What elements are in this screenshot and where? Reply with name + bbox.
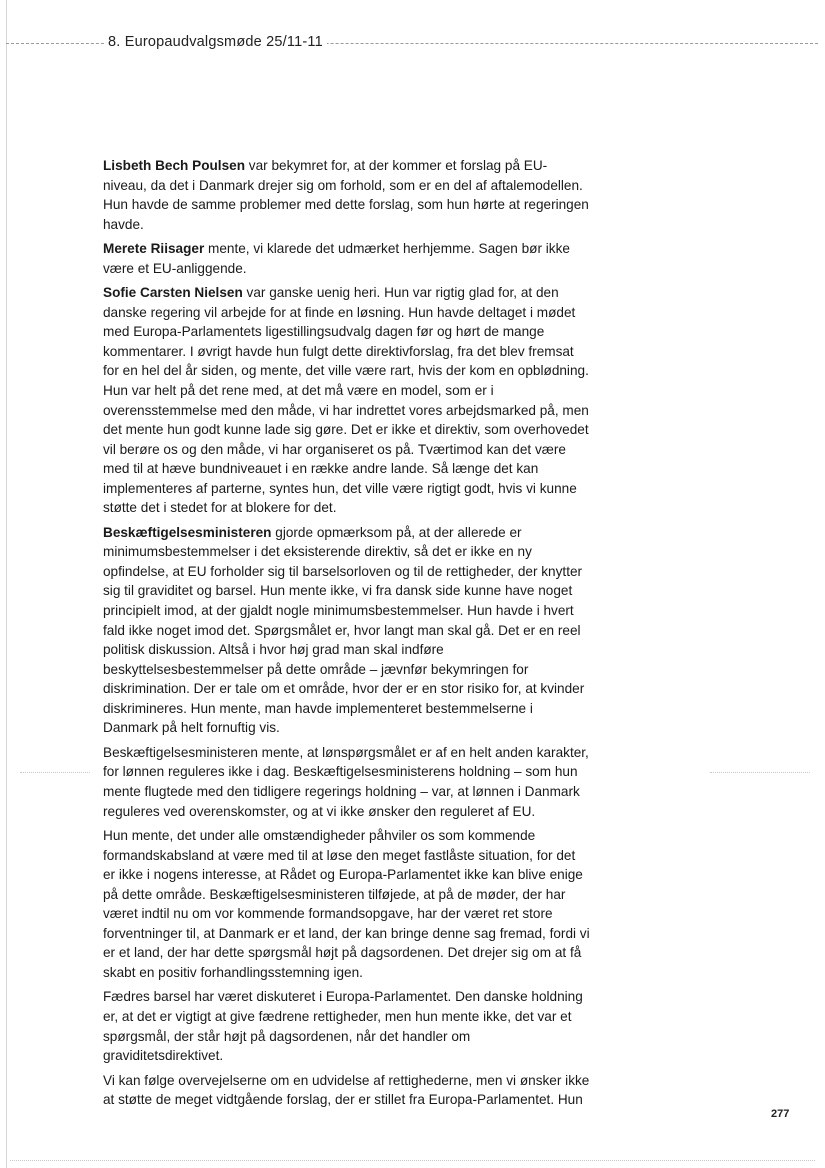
- scan-artifact: [10, 1160, 815, 1161]
- document-body: [103, 156, 591, 1115]
- speaker-name: Sofie Carsten Nielsen: [103, 285, 243, 301]
- paragraph-text: var ganske uenig heri. Hun var rigtig glad for, at den danske regering vil arbejde for at finde en løsning. Hun havde deltaget i mødet med Europa-Parlamentets ligestillingsudvalg dagen før og hørt de mange kommentarer. I øvrigt havde hun fulgt dette direktivforslag, fra det blev fremsat for en hel del år siden, og mente, det ville være rart, hvis der kom en opblødning. Hun var helt på det rene med, at det må være en model, som er i overensstemmelse med den måde, vi har indrettet vores arbejdsmarked på, men det mente hun godt kunne lade sig gøre. Det er ikke et direktiv, som overhovedet vil berøre os og den måde, vi har organiseret os på. Tværtimod kan det være med til at hæve bundniveauet i en række andre lande. Så længe det kan implementeres af parterne, syntes hun, det ville være rigtigt godt, hvis vi kunne støtte det i stedet for at blokere for det.: [103, 285, 589, 516]
- page-left-edge: [6, 0, 7, 1168]
- scan-artifact: [20, 772, 90, 773]
- paragraph-text: Beskæftigelsesministeren mente, at lønspørgsmålet er af en helt anden karakter, for lønnen reguleres ikke i dag. Beskæftigelsesministerens holdning – som hun mente flugtede med den tidligere regerings holdning – var, at lønnen i Danmark reguleres ved overenskomster, og at vi ikke ønsker den reguleret af EU.: [103, 744, 589, 819]
- paragraph-text: mente, vi klarede det udmærket herhjemme. Sagen bør ikke være et EU-anliggende.: [103, 241, 570, 276]
- paragraph: [103, 239, 591, 278]
- paragraph: [103, 743, 591, 821]
- paragraph-text: gjorde opmærksom på, at der allerede er minimumsbestemmelser i det eksisterende direktiv, så det er ikke en ny opfindelse, at EU forholder sig til barselsorloven og til de rettigheder, der knytter sig til graviditet og barsel. Hun mente ikke, vi fra dansk side kunne have noget principielt imod, at der gjaldt nogle minimumsbestemmelser. Hun havde i hvert fald ikke noget imod det. Spørgsmålet er, hvor langt man skal gå. Det er en reel politisk diskussion. Altså i hvor høj grad man skal indføre beskyttelsesbestemmelser på dette område – jævnfør bekymringen for diskrimination. Der er tale om et område, hvor der er en stor risiko for, at kvinder diskrimineres. Hun mente, man havde implementeret bestemmelserne i Danmark på helt fornuftig vis.: [103, 524, 585, 736]
- paragraph: [103, 826, 591, 982]
- page-number: 277: [771, 1108, 790, 1120]
- paragraph: [103, 1071, 591, 1110]
- paragraph: [103, 156, 591, 234]
- paragraph-text: Vi kan følge overvejelserne om en udvidelse af rettighederne, men vi ønsker ikke at støtte de meget vidtgående forslag, der er stillet fra Europa-Parlamentet. Hun: [103, 1072, 590, 1108]
- speaker-name: Lisbeth Bech Poulsen: [103, 158, 246, 173]
- paragraph: [103, 283, 591, 518]
- paragraph: [103, 523, 591, 738]
- speaker-name: Merete Riisager: [103, 241, 205, 257]
- running-header: 8. Europaudvalgsmøde 25/11-11: [104, 34, 327, 50]
- paragraph-text: Fædres barsel har været diskuteret i Europa-Parlamentet. Den danske holdning er, at det er vigtigt at give fædrene rettigheder, men hun mente ikke, det var et spørgsmål, der står højt på dagsordenen, når det handler om graviditetsdirektivet.: [103, 989, 583, 1064]
- speaker-name: Beskæftigelsesministeren: [103, 524, 272, 540]
- scan-artifact: [710, 772, 810, 773]
- paragraph: [103, 987, 591, 1065]
- paragraph-text: Hun mente, det under alle omstændigheder påhviler os som kommende formandskabsland at være med til at løse den meget fastlåste situation, for det er ikke i nogens interesse, at Rådet og Europa-Parlamentet ikke kan blive enige på dette område. Beskæftigelsesministeren tilføjede, at på de møder, der har været indtil nu om vor kommende formandsopgave, har der været ret store forventninger til, at Danmark er et land, der kan bringe denne sag fremad, fordi vi er et land, der har dette spørgsmål højt på dagsordenen. Det drejer sig om at få skabt en positiv forhandlingsstemning igen.: [103, 828, 590, 980]
- paragraph-text: var bekymret for, at der kommer et forslag på EU-niveau, da det i Danmark drejer sig om forhold, som er en del af aftalemodellen. Hun havde de samme problemer med dette forslag, som hun hørte at regeringen havde.: [103, 158, 589, 232]
